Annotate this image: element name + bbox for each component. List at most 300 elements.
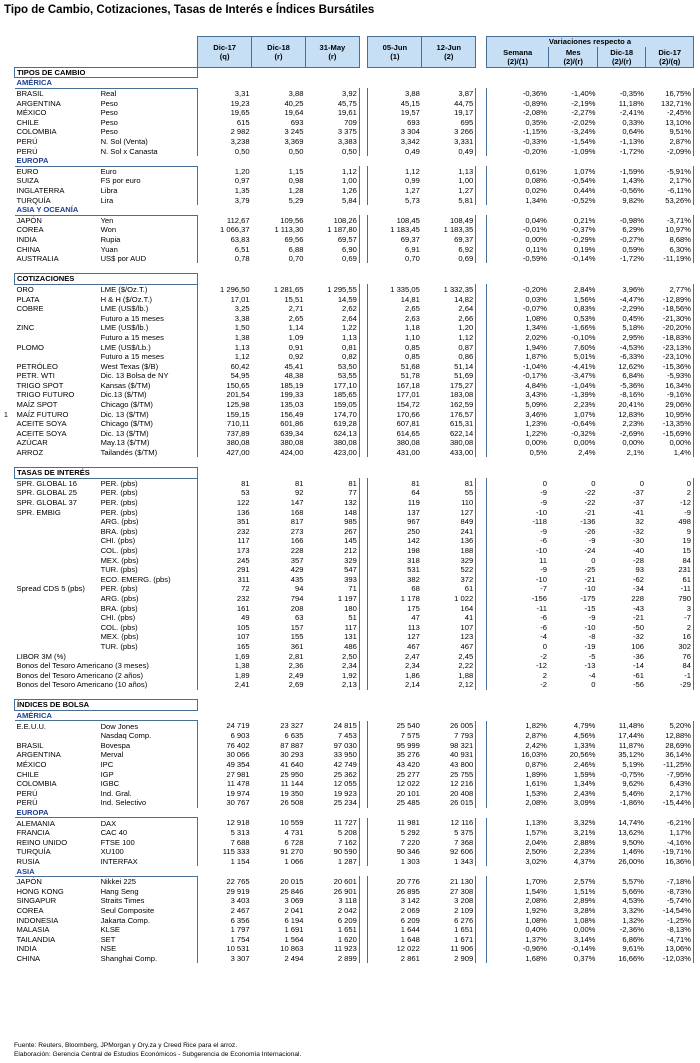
col-gap xyxy=(476,594,487,604)
header-sub: (r) xyxy=(328,51,337,61)
row-value: 14,59 xyxy=(305,294,359,304)
row-value: 60,42 xyxy=(198,361,252,371)
row-value: 1,26 xyxy=(305,186,359,196)
row-value: 0,49 xyxy=(422,146,476,156)
row-value: 0,50 xyxy=(288,146,304,156)
col-gap xyxy=(476,254,487,264)
row-unit: LME ($/Oz.T.) xyxy=(100,284,148,294)
row-change: -0,89% xyxy=(486,98,549,108)
col-gap xyxy=(476,527,487,537)
section-header xyxy=(15,67,694,78)
row-value: 64 xyxy=(368,488,422,498)
row-change: 11,48% xyxy=(618,721,644,731)
row-unit: US$ por AUD xyxy=(100,254,147,264)
row-value: 607,81 xyxy=(368,419,422,429)
row-change: 1,17% xyxy=(646,828,694,838)
row-unit: Futuro a 15 meses xyxy=(100,352,164,362)
row-change: 1,89% xyxy=(486,769,549,779)
row-value: 54,95 xyxy=(198,371,252,381)
row-unit: Peso xyxy=(100,127,118,137)
row-value: 1,12 xyxy=(305,166,359,176)
row-change: 1,08% xyxy=(486,915,549,925)
row-change: 0,53% xyxy=(573,313,596,323)
row-change: -50 xyxy=(632,622,644,632)
row-value: 2,65 xyxy=(368,304,422,314)
row-value: 199,33 xyxy=(280,390,304,400)
col-gap xyxy=(476,847,487,857)
col-gap xyxy=(359,429,368,439)
col-gap xyxy=(476,304,487,314)
header-gap xyxy=(359,37,368,47)
row-change: 15 xyxy=(646,546,694,556)
spacer-row xyxy=(15,457,694,467)
col-gap xyxy=(359,507,368,517)
row-change: 5,66% xyxy=(622,886,644,896)
row-change: -3,47% xyxy=(571,371,596,381)
row-change: 1,68% xyxy=(486,954,549,964)
row-change: -14,54% xyxy=(646,906,694,916)
col-gap xyxy=(359,828,368,838)
row-value: 0,87 xyxy=(422,342,476,352)
row-value: 29 919 xyxy=(198,886,252,896)
row-name: INDONESIA xyxy=(16,915,59,925)
col-gap xyxy=(476,195,487,205)
col-gap xyxy=(359,760,368,770)
row-name xyxy=(15,527,99,537)
row-name xyxy=(15,517,99,527)
row-name: SPR. EMBIG xyxy=(16,507,61,517)
col-gap xyxy=(359,847,368,857)
col-gap xyxy=(359,886,368,896)
row-change: -11 xyxy=(646,584,694,594)
col-gap xyxy=(359,235,368,245)
row-change: -0,52% xyxy=(571,195,596,205)
row-name: ACEITE SOYA xyxy=(16,419,67,429)
row-name: PERÚ xyxy=(16,137,38,147)
row-value: 695 xyxy=(422,118,476,128)
row-unit: TUR. (pbs) xyxy=(100,565,138,575)
row-change: -21 xyxy=(584,507,596,517)
row-change: -41 xyxy=(632,507,644,517)
row-change: 13,06% xyxy=(646,944,694,954)
row-value: 10 559 xyxy=(280,818,304,828)
row-change: 1,94% xyxy=(486,342,549,352)
row-value: 45,75 xyxy=(305,98,359,108)
row-value: 6,51 xyxy=(198,244,252,254)
row-value: 614,65 xyxy=(368,429,422,439)
col-gap xyxy=(359,419,368,429)
row-value: 24 815 xyxy=(305,721,359,731)
row-value: 49 354 xyxy=(198,760,252,770)
col-gap xyxy=(476,166,487,176)
header-spacer xyxy=(15,47,99,68)
row-value: 11 981 xyxy=(368,818,422,828)
row-change: 9,50% xyxy=(622,837,644,847)
row-value: 467 xyxy=(368,642,422,652)
row-value: 2,63 xyxy=(368,313,422,323)
col-gap xyxy=(476,555,487,565)
table-row xyxy=(15,409,694,419)
row-value: 1,27 xyxy=(368,186,422,196)
row-change: 0,37% xyxy=(573,953,596,963)
row-change: -7 xyxy=(646,613,694,623)
row-change: -9 xyxy=(646,507,694,517)
row-change: 35,12% xyxy=(618,750,644,760)
row-value: 467 xyxy=(422,642,476,652)
row-change: 0 xyxy=(486,642,549,652)
row-name: RUSIA xyxy=(16,856,40,866)
row-change: 0,45% xyxy=(622,313,644,323)
row-value: 967 xyxy=(368,517,422,527)
row-value: 136 xyxy=(198,507,252,517)
row-value: 44,75 xyxy=(422,98,476,108)
table-row xyxy=(15,896,694,906)
row-change: -37 xyxy=(632,488,644,498)
col-gap xyxy=(359,731,368,741)
row-name: ARROZ xyxy=(16,448,44,458)
row-value: 601,86 xyxy=(280,419,304,429)
row-value: 737,89 xyxy=(198,429,252,439)
table-row xyxy=(15,847,694,857)
row-change: -1,72% xyxy=(619,254,644,264)
row-value: 311 xyxy=(198,574,252,584)
row-change: 0,00% xyxy=(573,438,596,448)
col-gap xyxy=(359,313,368,323)
col-gap xyxy=(359,517,368,527)
row-change: 7,60% xyxy=(573,342,596,352)
row-change: 12,62% xyxy=(618,361,644,371)
row-unit: Chicago ($/TM) xyxy=(100,419,153,429)
row-name: SINGAPUR xyxy=(16,896,57,906)
table-row xyxy=(15,632,694,642)
row-unit: INTERFAX xyxy=(100,856,138,866)
row-change: 0,03% xyxy=(486,294,549,304)
region-title: ASIA xyxy=(15,866,198,876)
row-change: 1,61% xyxy=(486,779,549,789)
row-change: 5,01% xyxy=(573,352,596,362)
row-change: 16,66% xyxy=(618,953,644,963)
row-value: 1,10 xyxy=(368,333,422,343)
row-unit: COL. (pbs) xyxy=(100,545,138,555)
col-gap xyxy=(359,565,368,575)
row-value: 547 xyxy=(305,565,359,575)
row-name: JAPÓN xyxy=(16,877,42,887)
row-change: -36 xyxy=(632,651,644,661)
col-gap xyxy=(359,323,368,333)
row-unit: LME (US$/lb.) xyxy=(100,304,149,314)
row-change: 0,61% xyxy=(486,166,549,176)
row-value: 19 974 xyxy=(198,789,252,799)
row-value: 615,31 xyxy=(422,419,476,429)
row-name: TAILANDIA xyxy=(16,934,56,944)
row-change: 1,59% xyxy=(573,769,596,779)
row-value: 188 xyxy=(422,546,476,556)
row-value: 119 xyxy=(368,498,422,508)
header-gap xyxy=(359,47,368,68)
row-change: 0 xyxy=(591,680,596,690)
row-value: 1 113,30 xyxy=(274,225,304,235)
row-unit: IGBC xyxy=(100,779,120,789)
row-value: 6 209 xyxy=(368,915,422,925)
row-value: 107 xyxy=(198,632,252,642)
row-value: 2,62 xyxy=(305,304,359,314)
row-name: BRASIL xyxy=(16,740,44,750)
row-unit: PER. (pbs) xyxy=(100,488,138,498)
row-value: 2 109 xyxy=(422,906,476,916)
row-value: 147 xyxy=(290,498,304,508)
col-gap xyxy=(359,381,368,391)
data-table xyxy=(14,36,694,963)
row-value: 53,55 xyxy=(305,371,359,381)
row-name: MAÍZ FUTURO xyxy=(16,409,69,419)
row-value: 3 403 xyxy=(198,896,252,906)
row-value: 2 042 xyxy=(305,906,359,916)
row-value: 10 531 xyxy=(198,944,252,954)
row-name: PERÚ xyxy=(16,788,38,798)
row-value: 108,45 xyxy=(368,215,422,225)
row-value: 2,34 xyxy=(368,661,422,671)
row-change: 11,18% xyxy=(618,98,644,108)
row-value: 2,65 xyxy=(288,313,304,323)
row-value: 380,08 xyxy=(198,438,252,448)
row-value: 3,383 xyxy=(305,137,359,147)
row-value: 7 220 xyxy=(368,838,422,848)
row-value: 3,38 xyxy=(198,313,252,323)
row-unit: Dic.13 ($/TM) xyxy=(100,390,147,400)
table-row xyxy=(15,934,694,944)
row-value: 159,15 xyxy=(198,409,252,419)
row-change: -8,13% xyxy=(646,925,694,935)
row-unit: Real xyxy=(100,89,117,99)
col-gap xyxy=(476,244,487,254)
row-value: 19,61 xyxy=(305,108,359,118)
row-value: 175 xyxy=(368,603,422,613)
row-change: 0,00% xyxy=(646,438,694,448)
row-value: 3,25 xyxy=(198,304,252,314)
row-value: 20 408 xyxy=(422,789,476,799)
row-change: -0,59% xyxy=(486,254,549,264)
row-change: 4,56% xyxy=(573,731,596,741)
row-value: 639,34 xyxy=(280,428,304,438)
row-change: -0,01% xyxy=(486,225,549,235)
row-value: 55 xyxy=(422,488,476,498)
row-value: 1 644 xyxy=(368,925,422,935)
table-row xyxy=(15,798,694,808)
table-row xyxy=(15,574,694,584)
row-value: 165 xyxy=(198,642,252,652)
table-row xyxy=(15,651,694,661)
col-gap xyxy=(359,925,368,935)
col-gap xyxy=(476,342,487,352)
row-change: -20,20% xyxy=(646,323,694,333)
row-value: 1,14 xyxy=(288,323,304,333)
table-row xyxy=(15,613,694,623)
header-col-4 xyxy=(422,37,476,68)
row-value: 92 606 xyxy=(422,847,476,857)
row-name: PERÚ xyxy=(16,146,38,156)
row-value: 849 xyxy=(422,517,476,527)
row-value: 25 277 xyxy=(368,769,422,779)
row-change: -2,19% xyxy=(571,98,596,108)
row-value: 267 xyxy=(305,527,359,537)
row-value: 20 776 xyxy=(368,876,422,886)
col-gap xyxy=(359,818,368,828)
row-change: -1,86% xyxy=(619,798,644,808)
row-unit: IGP xyxy=(100,769,114,779)
row-unit: LME (US$/Lb.) xyxy=(100,342,151,352)
header-spacer xyxy=(99,47,198,68)
row-value: 1,89 xyxy=(198,670,252,680)
row-value: 2 982 xyxy=(198,127,252,137)
row-value: 10 863 xyxy=(280,944,304,954)
row-change: -15,69% xyxy=(646,429,694,439)
row-value: 40 931 xyxy=(422,750,476,760)
col-gap xyxy=(359,546,368,556)
row-value: 12 216 xyxy=(422,779,476,789)
row-name: TURQUÍA xyxy=(16,195,51,205)
row-value: 0,98 xyxy=(288,176,304,186)
header-sub: (2)/(r) xyxy=(612,56,632,66)
row-value: 19 350 xyxy=(280,788,304,798)
header-sub: (q) xyxy=(219,51,230,61)
row-value: 19 923 xyxy=(305,789,359,799)
table-row xyxy=(15,98,694,108)
row-change: 13,62% xyxy=(618,828,644,838)
row-unit: Rupia xyxy=(100,234,121,244)
row-change: -15,36% xyxy=(646,361,694,371)
row-change: 1,87% xyxy=(486,352,549,362)
row-value: 35 276 xyxy=(368,750,422,760)
row-unit: Won xyxy=(100,225,117,235)
row-unit: Hang Seng xyxy=(100,886,139,896)
table-row xyxy=(15,594,694,604)
row-change: 1,51% xyxy=(573,886,596,896)
row-name: EURO xyxy=(16,166,39,176)
row-change: 302 xyxy=(646,642,694,652)
table-row xyxy=(15,828,694,838)
row-value: 166 xyxy=(290,536,304,546)
row-change: -2 xyxy=(486,680,549,690)
row-value: 7 162 xyxy=(305,838,359,848)
col-gap xyxy=(476,632,487,642)
row-change: -29 xyxy=(646,680,694,690)
row-change: -2,29% xyxy=(619,304,644,314)
row-change: 16 xyxy=(646,632,694,642)
row-change: 2,42% xyxy=(486,741,549,751)
row-name xyxy=(15,574,99,584)
row-change: -4 xyxy=(588,670,596,680)
row-value: 0,81 xyxy=(305,342,359,352)
col-gap xyxy=(359,488,368,498)
row-change: -1,54% xyxy=(571,137,596,147)
row-change: -136 xyxy=(580,517,596,527)
row-value: 167,18 xyxy=(368,381,422,391)
table-row xyxy=(15,954,694,964)
row-value: 25 950 xyxy=(280,769,304,779)
row-name: PETRÓLEO xyxy=(16,361,58,371)
footer xyxy=(14,1042,301,1059)
row-change: 1,37% xyxy=(486,934,549,944)
row-change: 0 xyxy=(646,478,694,488)
row-value: 41 640 xyxy=(280,760,304,770)
row-change: -24 xyxy=(584,545,596,555)
row-change: 26,00% xyxy=(618,856,644,866)
table-row xyxy=(15,731,694,741)
col-gap xyxy=(476,779,487,789)
row-unit: Dic. 13 Bolsa de NY xyxy=(100,371,169,381)
row-value: 30 767 xyxy=(198,798,252,808)
table-row xyxy=(15,584,694,594)
header-label: 12-Jun xyxy=(436,42,461,52)
row-change: 9,62% xyxy=(622,779,644,789)
row-name: Bonos del Tesoro Americano (2 años) xyxy=(16,670,143,680)
row-value: 69,37 xyxy=(422,235,476,245)
row-change: 3 xyxy=(646,603,694,613)
row-value: 6 903 xyxy=(198,731,252,741)
row-value: 5 375 xyxy=(422,828,476,838)
row-value: 318 xyxy=(368,555,422,565)
row-change: -0,14% xyxy=(571,944,596,954)
row-change: -19,71% xyxy=(646,847,694,857)
row-change: 0,00% xyxy=(622,438,644,448)
row-value: 5 208 xyxy=(305,828,359,838)
row-value: 1 183,35 xyxy=(422,225,476,235)
col-gap xyxy=(476,944,487,954)
row-value: 1 343 xyxy=(422,857,476,867)
row-change: 0,04% xyxy=(486,215,549,225)
col-gap xyxy=(359,438,368,448)
row-change: -32 xyxy=(632,526,644,536)
col-gap xyxy=(359,670,368,680)
table-row xyxy=(15,661,694,671)
col-gap xyxy=(359,896,368,906)
row-value: 2,81 xyxy=(288,651,304,661)
col-gap xyxy=(476,98,487,108)
col-gap xyxy=(476,333,487,343)
row-change: -19 xyxy=(584,641,596,651)
row-value: 0,86 xyxy=(422,352,476,362)
row-value: 5,84 xyxy=(305,195,359,205)
col-gap xyxy=(476,118,487,128)
col-gap xyxy=(476,225,487,235)
row-value: 380,08 xyxy=(368,438,422,448)
col-gap xyxy=(359,584,368,594)
row-value: 72 xyxy=(198,584,252,594)
row-change: -3,71% xyxy=(646,215,694,225)
region-title: ASIA Y OCEANÍA xyxy=(15,205,198,215)
row-change: -0,20% xyxy=(486,146,549,156)
row-name: COREA xyxy=(16,225,44,235)
table-row xyxy=(15,670,694,680)
row-value: 3 245 xyxy=(284,127,304,137)
row-change: 0,59% xyxy=(622,244,644,254)
row-value: 3 142 xyxy=(368,896,422,906)
row-value: 25 846 xyxy=(280,886,304,896)
row-change: -6 xyxy=(486,536,549,546)
row-change: 2 xyxy=(646,488,694,498)
col-gap xyxy=(476,507,487,517)
col-gap xyxy=(476,651,487,661)
col-gap xyxy=(359,98,368,108)
row-change: 1,07% xyxy=(573,409,596,419)
row-value: 76 402 xyxy=(198,741,252,751)
col-gap xyxy=(359,536,368,546)
row-change: 1,53% xyxy=(486,789,549,799)
region-title: AMÉRICA xyxy=(15,78,198,89)
row-change: -1,66% xyxy=(571,323,596,333)
row-value: 1 335,05 xyxy=(368,284,422,294)
row-value: 81 xyxy=(305,478,359,488)
